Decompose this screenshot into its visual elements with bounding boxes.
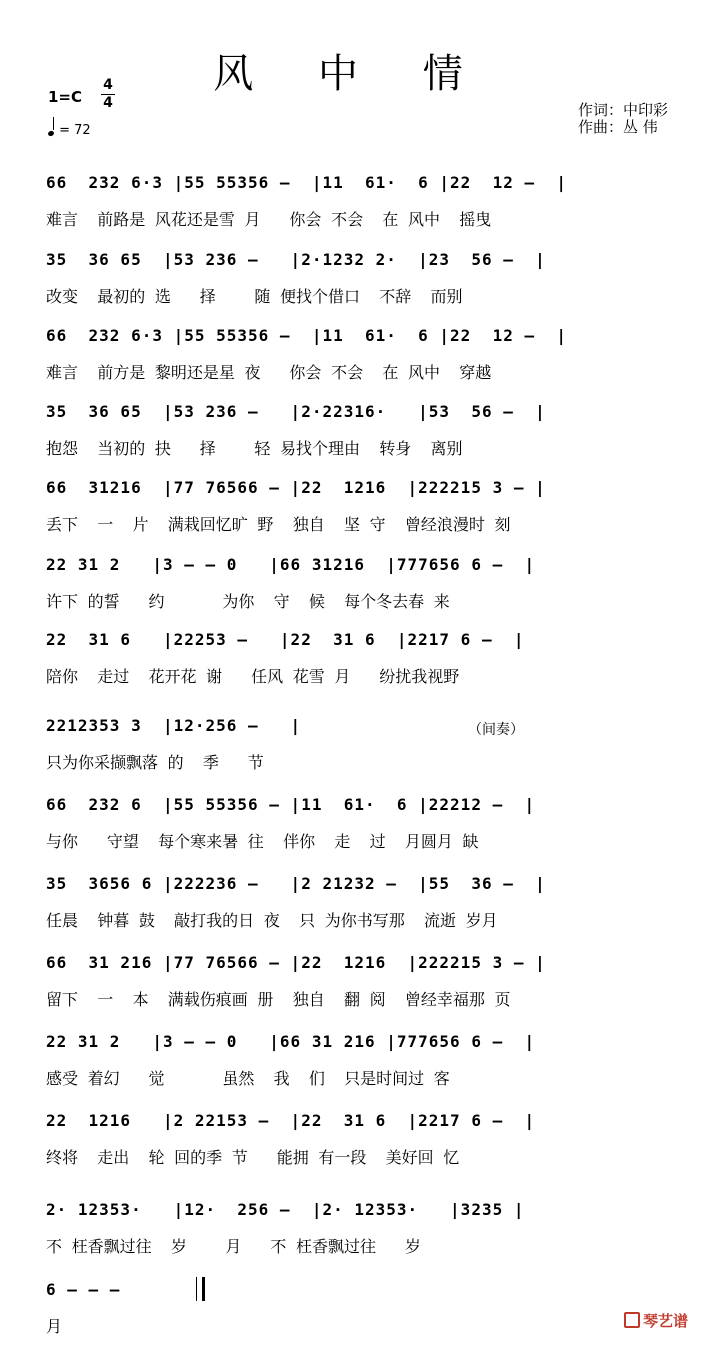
score-row [0,555,702,625]
score-row [0,250,702,320]
notation-line: 22 31 2 |3 – – 0 |66 31216 |777656 6 – | [46,555,536,574]
lyric-line: 终将 走出 轮 回的季 节 能拥 有一段 美好回 忆 [46,1148,460,1167]
lyric-line: 许下 的誓 约 为你 守 候 每个冬去春 来 [46,592,450,611]
notation-line: 35 3656 6 |222236 – |2 21232 – |55 36 – | [46,874,546,893]
lyric-line: 只为你采撷飘落 的 季 节 [46,753,264,772]
site-logo [624,1310,688,1331]
notation-line: 2· 12353· |12· 256 – |2· 12353· |3235 | [46,1200,525,1219]
score-row [0,1280,702,1350]
key-signature: 1=C [48,88,83,106]
lyric-line: 不 枉香飘过往 岁 月 不 枉香飘过往 岁 [46,1237,421,1256]
notation-line: 66 232 6·3 |55 55356 – |11 61· 6 |22 12 – | [46,173,568,192]
score-row [0,326,702,396]
notation-line: 6 – – – [46,1280,121,1299]
notation-line: 66 232 6 |55 55356 – |11 61· 6 |22212 – | [46,795,536,814]
notation-line: 66 31216 |77 76566 – |22 1216 |222215 3 – | [46,478,546,497]
logo-icon [624,1312,640,1328]
score-row [0,478,702,548]
quarter-note-icon [47,130,54,137]
song-title: 风 中 情 [213,51,489,97]
lyric-line: 陪你 走过 花开花 谢 任风 花雪 月 纷扰我视野 [46,667,460,686]
lyric-line: 难言 前路是 风花还是雪 月 你会 不会 在 风中 摇曳 [46,210,492,229]
composer-credit: 作曲：丛 伟 [578,118,658,136]
tempo-value: = 72 [59,123,91,138]
score-row [0,1111,702,1181]
interlude-marker: （间奏） [468,722,524,738]
notation-line: 66 232 6·3 |55 55356 – |11 61· 6 |22 12 – | [46,326,568,345]
notation-line: 22 31 6 |22253 – |22 31 6 |2217 6 – | [46,630,525,649]
score-row [0,953,702,1023]
time-signature-top: 4 [103,77,113,93]
score-row [0,795,702,865]
notation-line: 35 36 65 |53 236 – |2·22316· |53 56 – | [46,402,546,421]
lyric-line: 改变 最初的 选 择 随 便找个借口 不辞 而别 [46,287,463,306]
lyric-line: 任晨 钟暮 鼓 敲打我的日 夜 只 为你书写那 流逝 岁月 [46,911,498,930]
time-signature [101,78,115,111]
score-row [0,1032,702,1102]
tempo-marking [48,121,91,138]
notation-line: 22 1216 |2 22153 – |22 31 6 |2217 6 – | [46,1111,536,1130]
lyric-line: 与你 守望 每个寒来暑 往 伴你 走 过 月圆月 缺 [46,832,479,851]
final-barline [196,1277,205,1301]
lyric-line: 难言 前方是 黎明还是星 夜 你会 不会 在 风中 穿越 [46,363,492,382]
lyricist-credit: 作词：中印彩 [578,101,669,119]
lyric-line: 抱怨 当初的 抉 择 轻 易找个理由 转身 离别 [46,439,463,458]
lyric-line: 留下 一 本 满载伤痕画 册 独自 翻 阅 曾经幸福那 页 [46,990,511,1009]
notation-line: 35 36 65 |53 236 – |2·1232 2· |23 56 – | [46,250,546,269]
logo-text: 琴艺谱 [642,1312,688,1330]
notation-line: 66 31 216 |77 76566 – |22 1216 |222215 3 – | [46,953,546,972]
lyric-line: 月 [46,1317,63,1336]
notation-line: 22 31 2 |3 – – 0 |66 31 216 |777656 6 – | [46,1032,536,1051]
score-row [0,402,702,472]
score-row [0,630,702,700]
quarter-note-stem [53,117,54,130]
lyric-line: 感受 着幻 觉 虽然 我 们 只是时间过 客 [46,1069,450,1088]
credits [578,102,668,136]
lyric-line: 丢下 一 片 满栽回忆旷 野 独自 坚 守 曾经浪漫时 刻 [46,515,511,534]
score-row [0,716,702,786]
time-signature-bottom: 4 [103,95,113,111]
score-row [0,874,702,944]
score-row [0,173,702,243]
notation-line: 2212353 3 |12·256 – | [46,716,302,735]
score-row [0,1200,702,1270]
